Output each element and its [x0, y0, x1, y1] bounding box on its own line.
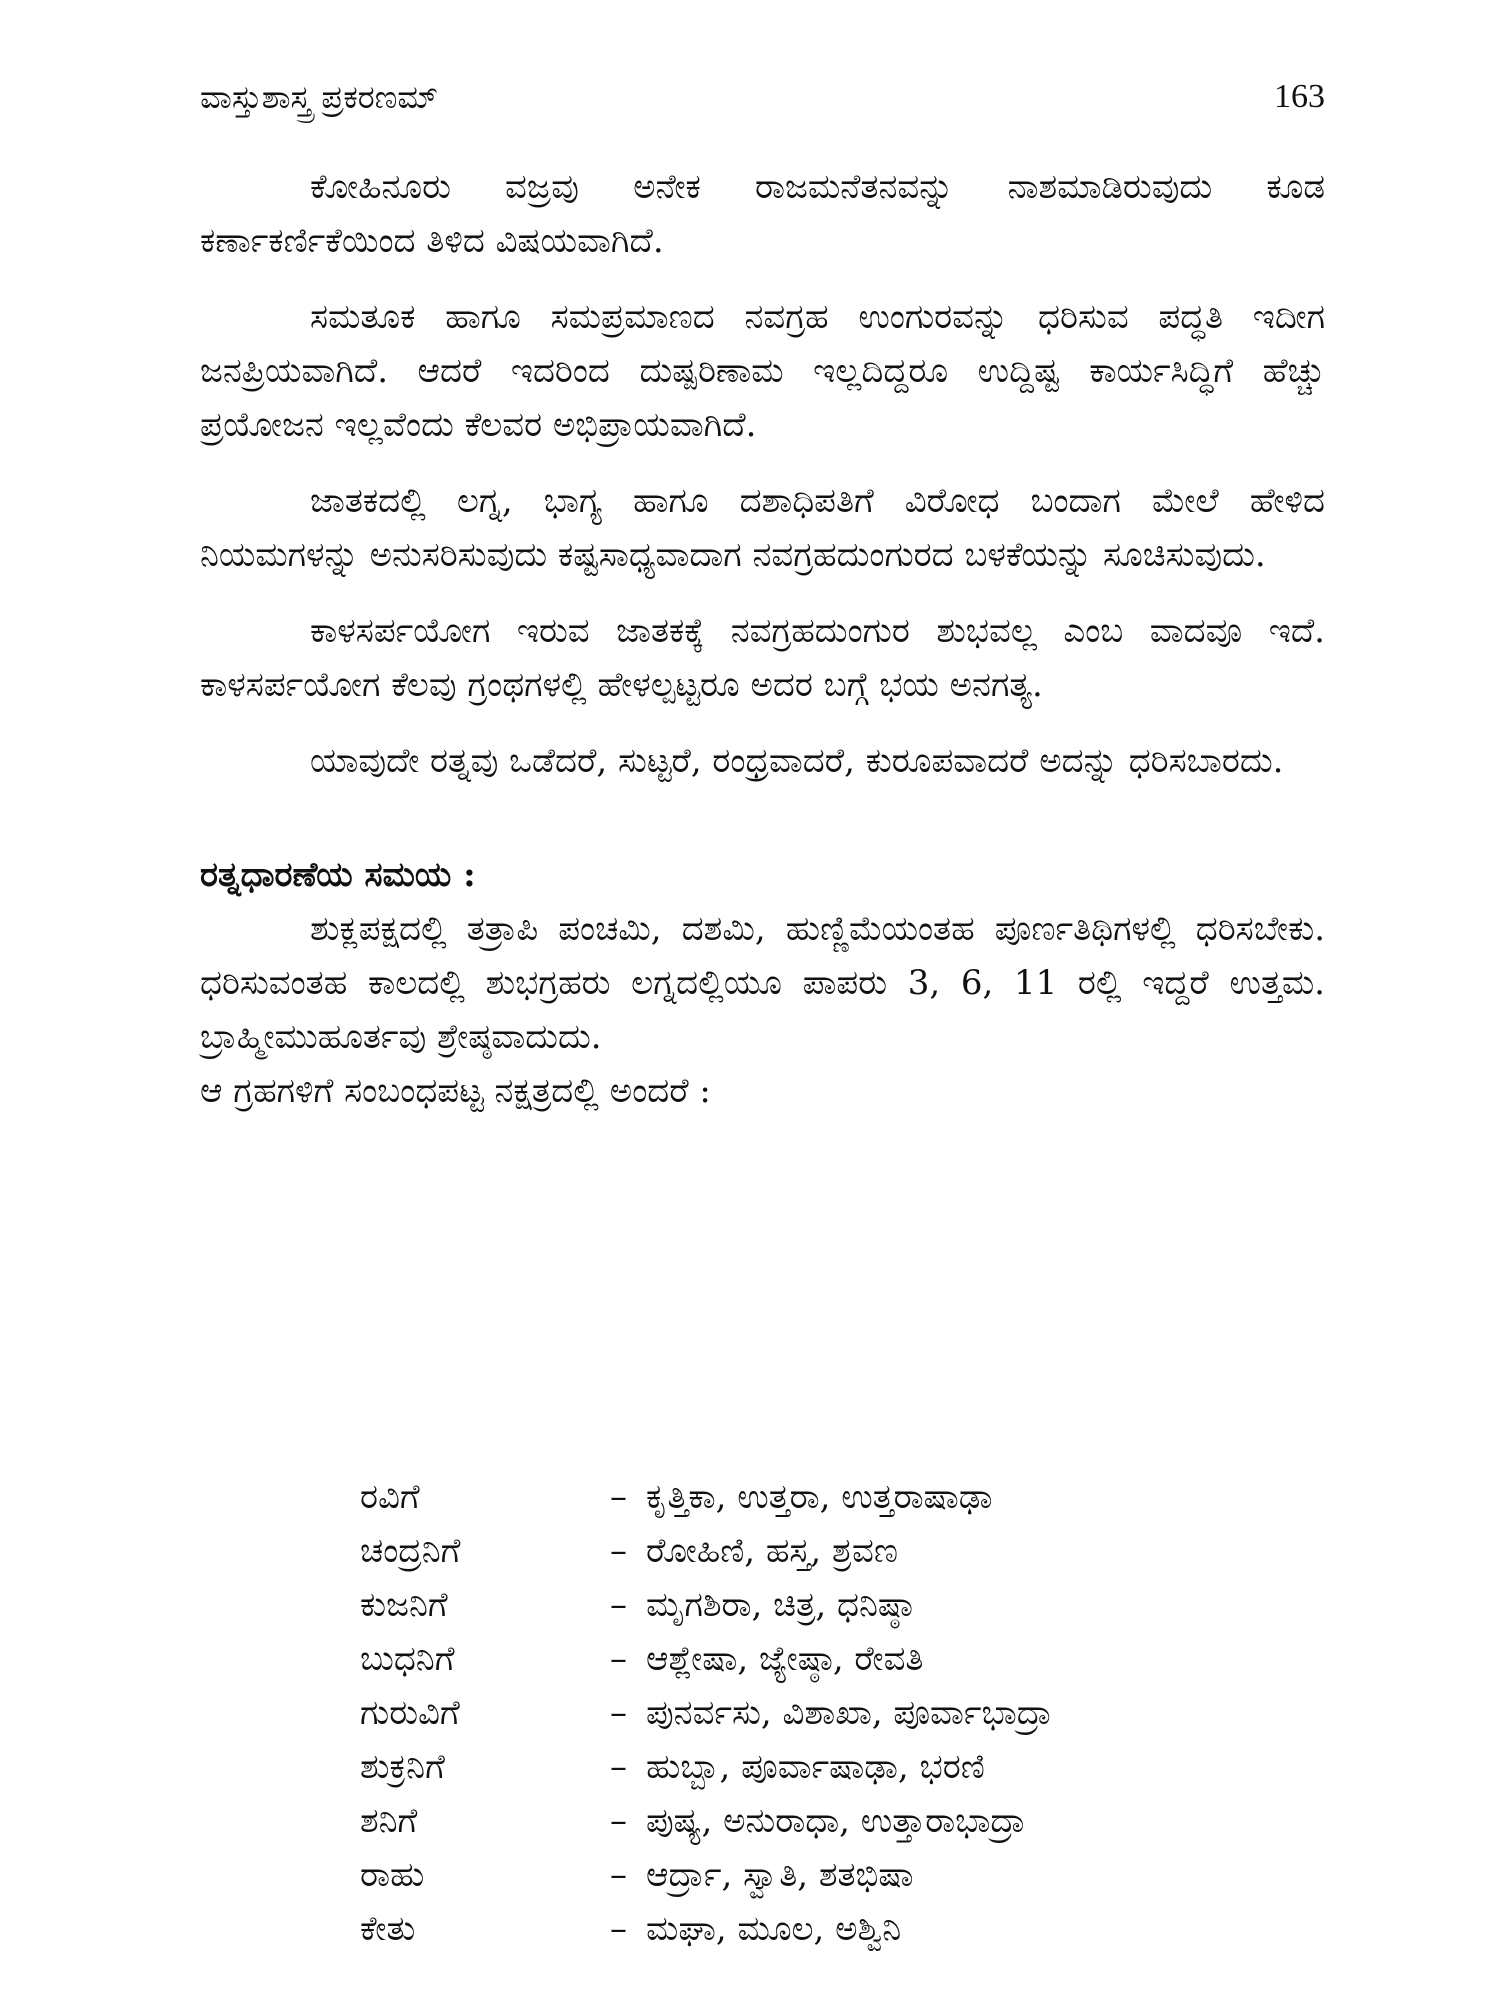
list-item [360, 1740, 1260, 1794]
list-item [360, 1632, 1260, 1686]
page-header [200, 72, 1325, 122]
planet-name: ಬುಧನಿಗೆ [360, 1639, 455, 1679]
list-item [360, 1470, 1260, 1524]
dash: – [610, 1909, 627, 1949]
dash: – [610, 1531, 627, 1571]
nakshatra-names: ರೋಹಿಣಿ, ಹಸ್ತ, ಶ್ರವಣ [646, 1531, 898, 1571]
list-item [360, 1794, 1260, 1848]
nakshatra-names: ಪುಷ್ಯ, ಅನುರಾಧಾ, ಉತ್ತಾರಾಭಾದ್ರಾ [646, 1801, 1026, 1841]
planet-name: ಶುಕ್ರನಿಗೆ [360, 1747, 445, 1787]
list-item [360, 1848, 1260, 1902]
dash: – [610, 1801, 627, 1841]
nakshatra-names: ಪುನರ್ವಸು, ವಿಶಾಖಾ, ಪೂರ್ವಾಭಾದ್ರಾ [646, 1693, 1053, 1733]
list-item [360, 1524, 1260, 1578]
planet-nakshatra-list [360, 1470, 1260, 1956]
dash: – [610, 1639, 627, 1679]
nakshatra-names: ಆರ್ದ್ರಾ, ಸ್ವಾತಿ, ಶತಭಿಷಾ [646, 1855, 914, 1895]
list-item [360, 1578, 1260, 1632]
page-number: 163 [1274, 78, 1325, 115]
dash: – [610, 1747, 627, 1787]
planet-name: ರಾಹು [360, 1855, 425, 1895]
planet-name: ಶನಿಗೆ [360, 1801, 418, 1841]
dash: – [610, 1855, 627, 1895]
nakshatra-names: ಕೃತ್ತಿಕಾ, ಉತ್ತರಾ, ಉತ್ತರಾಷಾಢಾ [646, 1477, 993, 1517]
paragraph-horoscope: ಜಾತಕದಲ್ಲಿ ಲಗ್ನ, ಭಾಗ್ಯ ಹಾಗೂ ದಶಾಧಿಪತಿಗೆ ವಿರೋಧ ಬಂದಾಗ ಮೇಲೆ ಹೇಳಿದ ನಿಯಮಗಳನ್ನು ಅನುಸರಿಸುವುದು ಕಷ್ಟಸಾಧ್ಯವಾದಾಗ ನವಗ್ರಹದುಂಗುರದ ಬಳಕೆಯನ್ನು ಸೂಚಿಸುವುದು. [200, 481, 1325, 575]
paragraph-nakshatra-intro: ಆ ಗ್ರಹಗಳಿಗೆ ಸಂಬಂಧಪಟ್ಟ ನಕ್ಷತ್ರದಲ್ಲಿ ಅಂದರೆ : [200, 1071, 711, 1111]
planet-name: ಚಂದ್ರನಿಗೆ [360, 1531, 461, 1571]
paragraph-kohinoor: ಕೋಹಿನೂರು ವಜ್ರವು ಅನೇಕ ರಾಜಮನೆತನವನ್ನು ನಾಶಮಾಡಿರುವುದು ಕೂಡ ಕರ್ಣಾಕರ್ಣಿಕೆಯಿಂದ ತಿಳಿದ ವಿಷಯವಾಗಿದೆ. [200, 167, 1325, 261]
paragraph-wearing-time: ಶುಕ್ಲಪಕ್ಷದಲ್ಲಿ ತತ್ರಾಪಿ ಪಂಚಮಿ, ದಶಮಿ, ಹುಣ್ಣಿಮೆಯಂತಹ ಪೂರ್ಣತಿಥಿಗಳಲ್ಲಿ ಧರಿಸಬೇಕು. ಧರಿಸುವಂತಹ ಕಾಲದಲ್ಲಿ ಶುಭಗ್ರಹರು ಲಗ್ನದಲ್ಲಿಯೂ ಪಾಪರು 3, 6, 11 ರಲ್ಲಿ ಇದ್ದರೆ ಉತ್ತಮ. ಬ್ರಾಹ್ಮೀಮುಹೂರ್ತವು ಶ್ರೇಷ್ಠವಾದುದು. [200, 909, 1325, 1057]
dash: – [610, 1693, 627, 1733]
planet-name: ಕೇತು [360, 1909, 416, 1949]
nakshatra-names: ಮೃಗಶಿರಾ, ಚಿತ್ರ, ಧನಿಷ್ಠಾ [646, 1585, 914, 1625]
nakshatra-names: ಮಘಾ, ಮೂಲ, ಅಶ್ವಿನಿ [646, 1909, 902, 1949]
list-item [360, 1686, 1260, 1740]
dash: – [610, 1585, 627, 1625]
document-page [200, 60, 1325, 1960]
dash: – [610, 1477, 627, 1517]
nakshatra-names: ಹುಬ್ಬಾ, ಪೂರ್ವಾಷಾಢಾ, ಭರಣಿ [646, 1747, 985, 1787]
planet-name: ಗುರುವಿಗೆ [360, 1693, 460, 1733]
planet-name: ಕುಜನಿಗೆ [360, 1585, 448, 1625]
planet-name: ರವಿಗೆ [360, 1477, 420, 1517]
body-text [200, 160, 1325, 1118]
list-item [360, 1902, 1260, 1956]
section-heading: ರತ್ನಧಾರಣೆಯ ಸಮಯ : [200, 855, 476, 895]
nakshatra-names: ಆಶ್ಲೇಷಾ, ಜ್ಯೇಷ್ಠಾ, ರೇವತಿ [646, 1639, 924, 1679]
running-title: ವಾಸ್ತುಶಾಸ್ತ್ರ ಪ್ರಕರಣಮ್ [200, 78, 439, 116]
paragraph-damaged-gem: ಯಾವುದೇ ರತ್ನವು ಒಡೆದರೆ, ಸುಟ್ಟರೆ, ರಂಧ್ರವಾದರೆ, ಕುರೂಪವಾದರೆ ಅದನ್ನು ಧರಿಸಬಾರದು. [310, 741, 1284, 781]
paragraph-kalasarpa: ಕಾಳಸರ್ಪಯೋಗ ಇರುವ ಜಾತಕಕ್ಕೆ ನವಗ್ರಹದುಂಗುರ ಶುಭವಲ್ಲ ಎಂಬ ವಾದವೂ ಇದೆ. ಕಾಳಸರ್ಪಯೋಗ ಕೆಲವು ಗ್ರಂಥಗಳಲ್ಲಿ ಹೇಳಲ್ಪಟ್ಟರೂ ಅದರ ಬಗ್ಗೆ ಭಯ ಅನಗತ್ಯ. [200, 611, 1325, 705]
paragraph-navagraha-ring: ಸಮತೂಕ ಹಾಗೂ ಸಮಪ್ರಮಾಣದ ನವಗ್ರಹ ಉಂಗುರವನ್ನು ಧರಿಸುವ ಪದ್ಧತಿ ಇದೀಗ ಜನಪ್ರಿಯವಾಗಿದೆ. ಆದರೆ ಇದರಿಂದ ದುಷ್ಪರಿಣಾಮ ಇಲ್ಲದಿದ್ದರೂ ಉದ್ದಿಷ್ಟ ಕಾರ್ಯಸಿದ್ಧಿಗೆ ಹೆಚ್ಚು ಪ್ರಯೋಜನ ಇಲ್ಲವೆಂದು ಕೆಲವರ ಅಭಿಪ್ರಾಯವಾಗಿದೆ. [200, 297, 1325, 445]
